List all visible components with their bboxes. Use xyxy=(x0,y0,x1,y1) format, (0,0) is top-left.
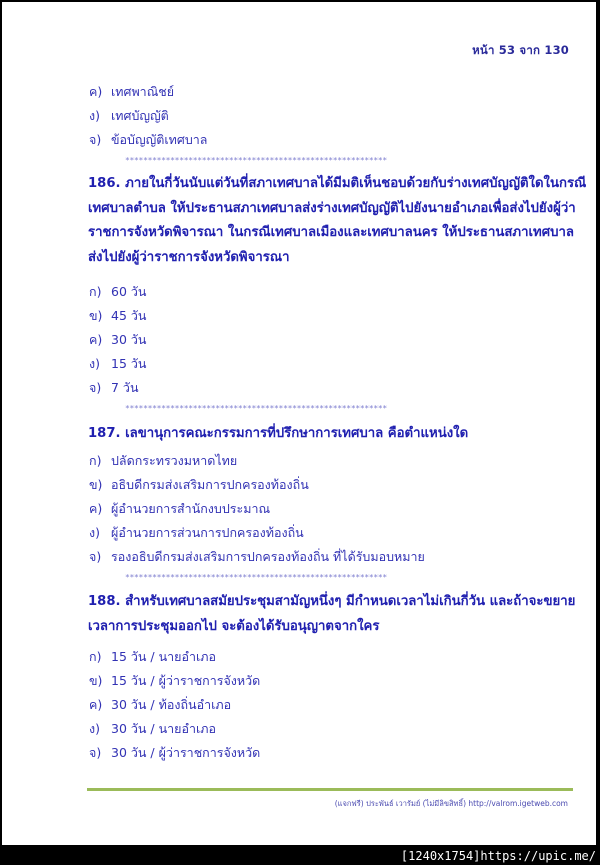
choice-label: ค) xyxy=(89,697,103,712)
choice-item xyxy=(89,451,237,471)
page-number: หน้า 53 จาก 130 xyxy=(472,43,569,57)
separator-stars: ********************************************************** xyxy=(125,405,387,413)
choice-label: ก) xyxy=(89,453,102,468)
question-line: เวลาการประชุมออกไป จะต้องได้รับอนุญาตจากใคร xyxy=(88,618,380,634)
choice-text: 60 วัน xyxy=(111,284,147,299)
question-187 xyxy=(88,422,578,447)
choice-text: เทศพาณิชย์ xyxy=(111,84,175,99)
question-line: 188. สำหรับเทศบาลสมัยประชุมสามัญหนึ่งๆ มีกำหนดเวลาไม่เกินกี่วัน และถ้าจะขยาย xyxy=(88,594,576,609)
choice-label: จ) xyxy=(89,745,102,760)
choice-text: 30 วัน / ผู้ว่าราชการจังหวัด xyxy=(111,745,261,760)
choice-text: 45 วัน xyxy=(111,308,147,323)
choice-label: ค) xyxy=(89,332,103,347)
choice-label: จ) xyxy=(89,549,102,564)
choice-text: 7 วัน xyxy=(111,380,139,395)
choice-text: ผู้อำนวยการสำนักงบประมาณ xyxy=(111,501,271,516)
choice-label: ข) xyxy=(89,308,103,323)
question-line: ส่งไปยังผู้ว่าราชการจังหวัดพิจารณา xyxy=(88,249,290,265)
choice-item xyxy=(89,671,260,691)
choice-text: 15 วัน xyxy=(111,356,147,371)
choice-label: ง) xyxy=(89,721,100,736)
choice-label: ง) xyxy=(89,108,100,123)
choice-label: จ) xyxy=(89,380,102,395)
footer-divider xyxy=(87,788,573,791)
choice-label: ข) xyxy=(89,673,103,688)
choice-label: ข) xyxy=(89,477,103,492)
choice-text: รองอธิบดีกรมส่งเสริมการปกครองท้องถิ่น ที่ได้รับมอบหมาย xyxy=(111,549,425,564)
choice-item xyxy=(89,743,260,763)
choice-item xyxy=(89,695,231,715)
choice-item xyxy=(89,378,139,398)
choice-item xyxy=(89,719,216,739)
choice-item xyxy=(89,306,146,326)
choice-label: ง) xyxy=(89,525,100,540)
question-line: เทศบาลตำบล ให้ประธานสภาเทศบาลส่งร่างเทศบัญญัติไปยังนายอำเภอเพื่อส่งไปยังผู้ว่า xyxy=(88,200,576,216)
choice-text: 30 วัน xyxy=(111,332,147,347)
choice-item xyxy=(89,330,146,350)
choice-item xyxy=(89,547,425,567)
choice-item xyxy=(89,130,207,150)
choice-item xyxy=(89,475,309,495)
choice-text: เทศบัญญัติ xyxy=(111,108,169,123)
choice-text: อธิบดีกรมส่งเสริมการปกครองท้องถิ่น xyxy=(111,477,309,492)
choice-item xyxy=(89,499,270,519)
choice-label: ก) xyxy=(89,284,102,299)
question-line: 186. ภายในกี่วันนับแต่วันที่สภาเทศบาลได้มีมติเห็นชอบด้วยกับร่างเทศบัญญัติใดในกรณี xyxy=(88,176,587,191)
choice-label: จ) xyxy=(89,132,102,147)
separator-stars: ********************************************************** xyxy=(125,157,387,165)
choice-label: ง) xyxy=(89,356,100,371)
choice-text: 30 วัน / ท้องถิ่นอำเภอ xyxy=(111,697,232,712)
image-watermark: [1240x1754]https://upic.me/ xyxy=(400,849,596,863)
document-page xyxy=(2,2,596,845)
choice-text: 15 วัน / นายอำเภอ xyxy=(111,649,217,664)
choice-text: ข้อบัญญัติเทศบาล xyxy=(111,132,208,147)
question-line: 187. เลขานุการคณะกรรมการที่ปรึกษาการเทศบาล คือตำแหน่งใด xyxy=(88,426,469,441)
choice-text: 30 วัน / นายอำเภอ xyxy=(111,721,217,736)
choice-item xyxy=(89,282,146,302)
separator-stars: ********************************************************** xyxy=(125,574,387,582)
question-line: ราชการจังหวัดพิจารณา ในกรณีเทศบาลเมืองและเทศบาลนคร ให้ประธานสภาเทศบาล xyxy=(88,225,574,240)
choice-item xyxy=(89,106,169,126)
choice-text: 15 วัน / ผู้ว่าราชการจังหวัด xyxy=(111,673,261,688)
choice-item xyxy=(89,523,304,543)
footer-credit: (แจกฟรี) ประพันธ์ เวารัมย์ (ไม่มีลิขสิทธิ์) http://valrom.igetweb.com xyxy=(334,799,568,808)
choice-text: ผู้อำนวยการส่วนการปกครองท้องถิ่น xyxy=(111,525,304,540)
choice-label: ค) xyxy=(89,501,103,516)
choice-label: ก) xyxy=(89,649,102,664)
choice-item xyxy=(89,354,146,374)
choice-label: ค) xyxy=(89,84,103,99)
choice-text: ปลัดกระทรวงมหาดไทย xyxy=(111,453,238,468)
choice-item xyxy=(89,647,216,667)
question-186 xyxy=(88,172,587,270)
question-188 xyxy=(88,590,578,639)
choice-item xyxy=(89,82,174,102)
